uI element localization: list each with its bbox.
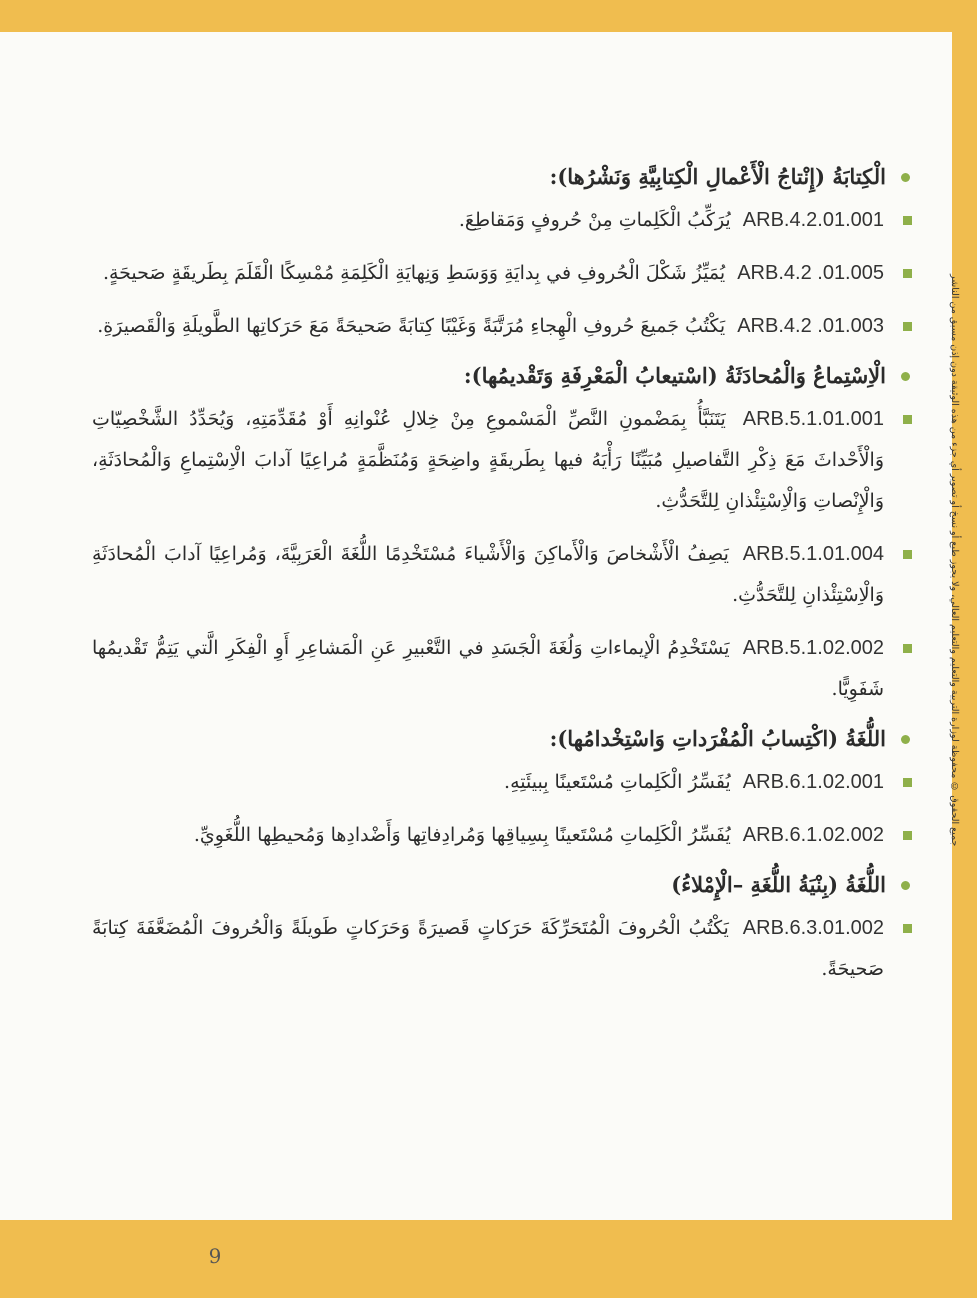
outcome-item — [92, 908, 912, 990]
section-heading: اللُّغَةُ (بِنْيَةُ اللُّغَةِ –الْإِمْلاءُ) — [92, 868, 912, 902]
outcome-code: ARB.6.3.01.002 — [742, 917, 884, 939]
outcome-code: ARB.4.2.01.001 — [742, 209, 884, 231]
top-color-band — [0, 0, 977, 32]
outcome-code: ARB.4.2 .01.003 — [737, 315, 884, 337]
bullet-dot-icon — [901, 372, 910, 381]
outcome-item — [92, 628, 912, 710]
section-listening-speaking — [92, 359, 912, 710]
square-bullet-icon — [903, 644, 912, 653]
section-language-structure — [92, 868, 912, 990]
square-bullet-icon — [903, 924, 912, 933]
outcome-code: ARB.6.1.02.002 — [742, 824, 884, 846]
outcome-code: ARB.5.1.02.002 — [742, 637, 884, 659]
square-bullet-icon — [903, 322, 912, 331]
outcome-item — [92, 253, 912, 294]
outcome-code: ARB.5.1.01.004 — [742, 543, 884, 565]
outcome-code: ARB.6.1.02.001 — [742, 771, 884, 793]
square-bullet-icon — [903, 269, 912, 278]
square-bullet-icon — [903, 216, 912, 225]
section-heading: اللُّغَةُ (اكْتِسابُ الْمُفْرَداتِ وَاسْتِخْدامُها): — [92, 722, 912, 756]
square-bullet-icon — [903, 415, 912, 424]
outcome-text: يُرَكِّبُ الْكَلِماتِ مِنْ حُروفٍ وَمَقاطِعَ. — [458, 209, 731, 231]
outcome-item — [92, 815, 912, 856]
outcome-text: يُفَسِّرُ الْكَلِماتِ مُسْتَعينًا بِسِياقِها وَمُرادِفاتِها وَأَضْدادِها وَمُحيطِها اللُّغَوِيِّ. — [193, 824, 731, 846]
section-heading: الْكِتابَةُ (إِنْتاجُ الْأَعْمالِ الْكِتابِيَّةِ وَنَشْرُها): — [92, 160, 912, 194]
outcome-item — [92, 399, 912, 522]
outcome-text: يَصِفُ الْأَشْخاصَ وَالْأَماكِنَ وَالْأَشْياءَ مُسْتَخْدِمًا اللُّغَةَ الْعَرَبِيَّةَ، وَمُراعِيًا آدابَ الْمُحادَثَةِ وَالْاِسْتِئْذانِ لِلتَّحَدُّثِ. — [92, 543, 884, 606]
outcome-text: يَكْتُبُ جَميعَ حُروفِ الْهِجاءِ مُرَتَّبَةً وَغَيْبًا كِتابَةً صَحيحَةً مَعَ حَرَكاتِها الطَّويلَةِ وَالْقَصيرَةِ. — [97, 315, 726, 337]
outcomes-content — [92, 160, 912, 1002]
bullet-dot-icon — [901, 735, 910, 744]
outcome-text: يَكْتُبُ الْحُروفَ الْمُتَحَرِّكَةَ حَرَكاتٍ قَصيرَةً وَحَرَكاتٍ طَويلَةً وَالْحُروفَ الْمُضَعَّفَةَ كِتابَةً صَحيحَةً. — [92, 917, 884, 980]
bullet-dot-icon — [901, 881, 910, 890]
outcome-item — [92, 534, 912, 616]
outcome-item — [92, 306, 912, 347]
section-heading: الْاِسْتِماعُ وَالْمُحادَثَةُ (اسْتيعابُ الْمَعْرِفَةِ وَتَقْديمُها): — [92, 359, 912, 393]
section-vocabulary — [92, 722, 912, 856]
section-writing — [92, 160, 912, 347]
outcome-code: ARB.5.1.01.001 — [742, 408, 884, 430]
outcome-text: يُمَيِّزُ شَكْلَ الْحُروفِ في بِدايَةِ وَوَسَطِ وَنِهايَةِ الْكَلِمَةِ مُمْسِكًا الْقَلَمَ بِطَريقَةٍ صَحيحَةٍ. — [102, 262, 726, 284]
outcome-code: ARB.4.2 .01.005 — [737, 262, 884, 284]
outcome-text: يَسْتَخْدِمُ الْإيماءاتِ وَلُغَةَ الْجَسَدِ في التَّعْبيرِ عَنِ الْمَشاعِرِ أَوِ الْفِكَرِ الَّتي يَتِمُّ تَقْديمُها شَفَوِيًّا. — [92, 637, 884, 700]
bottom-color-band — [0, 1220, 977, 1298]
page-number: 9 — [208, 1244, 222, 1268]
outcome-item — [92, 200, 912, 241]
outcome-text: يَتَنَبَّأُ بِمَضْمونِ النَّصِّ الْمَسْموعِ مِنْ خِلالِ عُنْوانِهِ أَوْ مُقَدِّمَتِهِ، وَيُحَدِّدُ الشَّخْصِيّاتِ وَالْأَحْداثَ مَعَ ذِكْرِ التَّفاصيلِ مُبَيِّنًا رَأْيَهُ فيها بِطَريقَةٍ واضِحَةٍ وَمُنَظَّمَةٍ مُراعِيًا آدابَ الْاِسْتِماعِ وَالْمُحادَثَةِ، وَالْإِنْصاتِ وَالْاِسْتِئْذانِ لِلتَّحَدُّثِ. — [92, 408, 884, 512]
square-bullet-icon — [903, 778, 912, 787]
copyright-side-note: جميع الحقوق © محفوظة لوزارة التربية والتعليم والتعليم العالي، ولا يجوز طبع أو نسخ أو تصوير أي جزء من هذه الوثيقة دون إذن مسبق من الناشر — [949, 273, 960, 847]
bullet-dot-icon — [901, 173, 910, 182]
outcome-item — [92, 762, 912, 803]
square-bullet-icon — [903, 550, 912, 559]
square-bullet-icon — [903, 831, 912, 840]
outcome-text: يُفَسِّرُ الْكَلِماتِ مُسْتَعينًا بِبيئَتِهِ. — [504, 771, 731, 793]
